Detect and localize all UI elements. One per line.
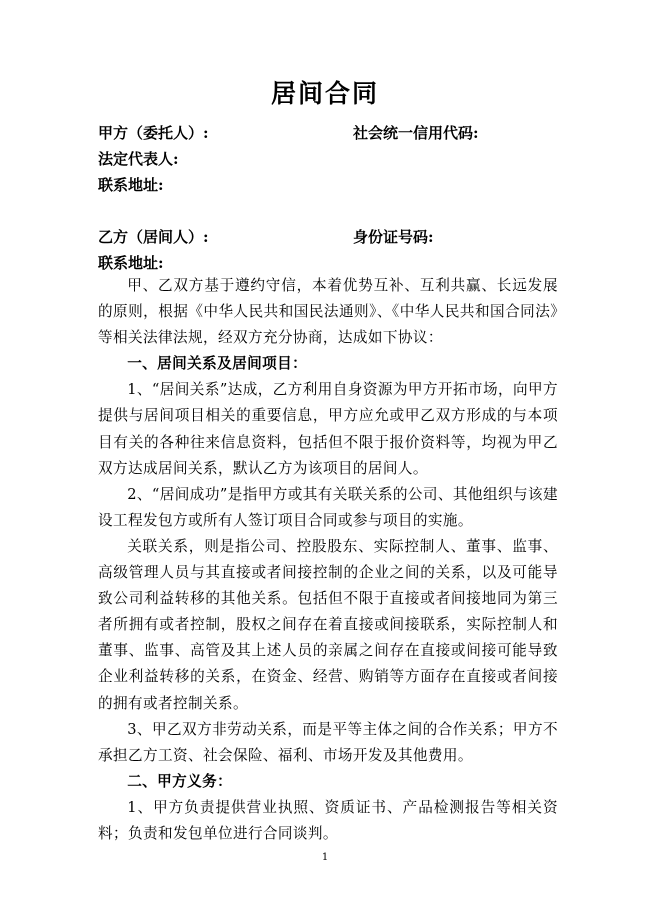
contract-title: 居间合同 [270, 79, 379, 108]
clause-paragraph: 1、甲方负责提供营业执照、资质证书、产品检测报告等相关资料；负责和发包单位进行合同谈判。 [98, 798, 558, 842]
party-b-address-label: 联系地址: [98, 254, 164, 272]
section-heading: 一、居间关系及居间项目： [127, 355, 308, 373]
legal-representative-label: 法定代表人: [98, 150, 179, 168]
clause-paragraph: 2、“居间成功”是指甲方或其有关联关系的公司、其他组织与该建设工程发包方或所有人签订项目合同或参与项目的实施。 [98, 485, 558, 529]
contract-body [98, 273, 558, 847]
clause-paragraph: 1、“居间关系”达成，乙方利用自身资源为甲方开拓市场，向甲方提供与居间项目相关的重要信息，甲方应允或甲乙双方形成的与本项目有关的各种往来信息资料，包括但不限于报价资料等，均视为甲乙双方达成居间关系，默认乙方为该项目的居间人。 [98, 381, 558, 477]
clause-paragraph: 关联关系，则是指公司、控股股东、实际控制人、董事、监事、高级管理人员与其直接或者间接控制的企业之间的关系，以及可能导致公司利益转移的其他关系。包括但不限于直接或者间接地同为第三者所拥有或者控制，股权之间存在着直接或间接联系，实际控制人和董事、监事、高管及其上述人员的亲属之间存在直接或间接可能导致企业利益转移的关系，在资金、经营、购销等方面存在直接或者间接的拥有或者控制关系。 [98, 537, 558, 712]
intro-paragraph: 甲、乙双方基于遵约守信，本着优势互补、互利共赢、长远发展的原则，根据《中华人民共和国民法通则》、《中华人民共和国合同法》等相关法律法规，经双方充分协商，达成如下协议： [98, 277, 558, 347]
credit-code-label: 社会统一信用代码: [353, 124, 479, 142]
clause-paragraph: 3、甲乙双方非劳动关系，而是平等主体之间的合作关系；甲方不承担乙方工资、社会保险、福利、市场开发及其他费用。 [98, 720, 558, 764]
id-number-label: 身份证号码: [353, 228, 434, 246]
page-number: 1 [321, 852, 329, 863]
party-a-address-label: 联系地址: [98, 176, 164, 194]
party-a-label: 甲方（委托人）: [98, 124, 209, 142]
party-b-label: 乙方（居间人）: [98, 228, 209, 246]
section-heading: 二、甲方义务： [127, 772, 233, 790]
